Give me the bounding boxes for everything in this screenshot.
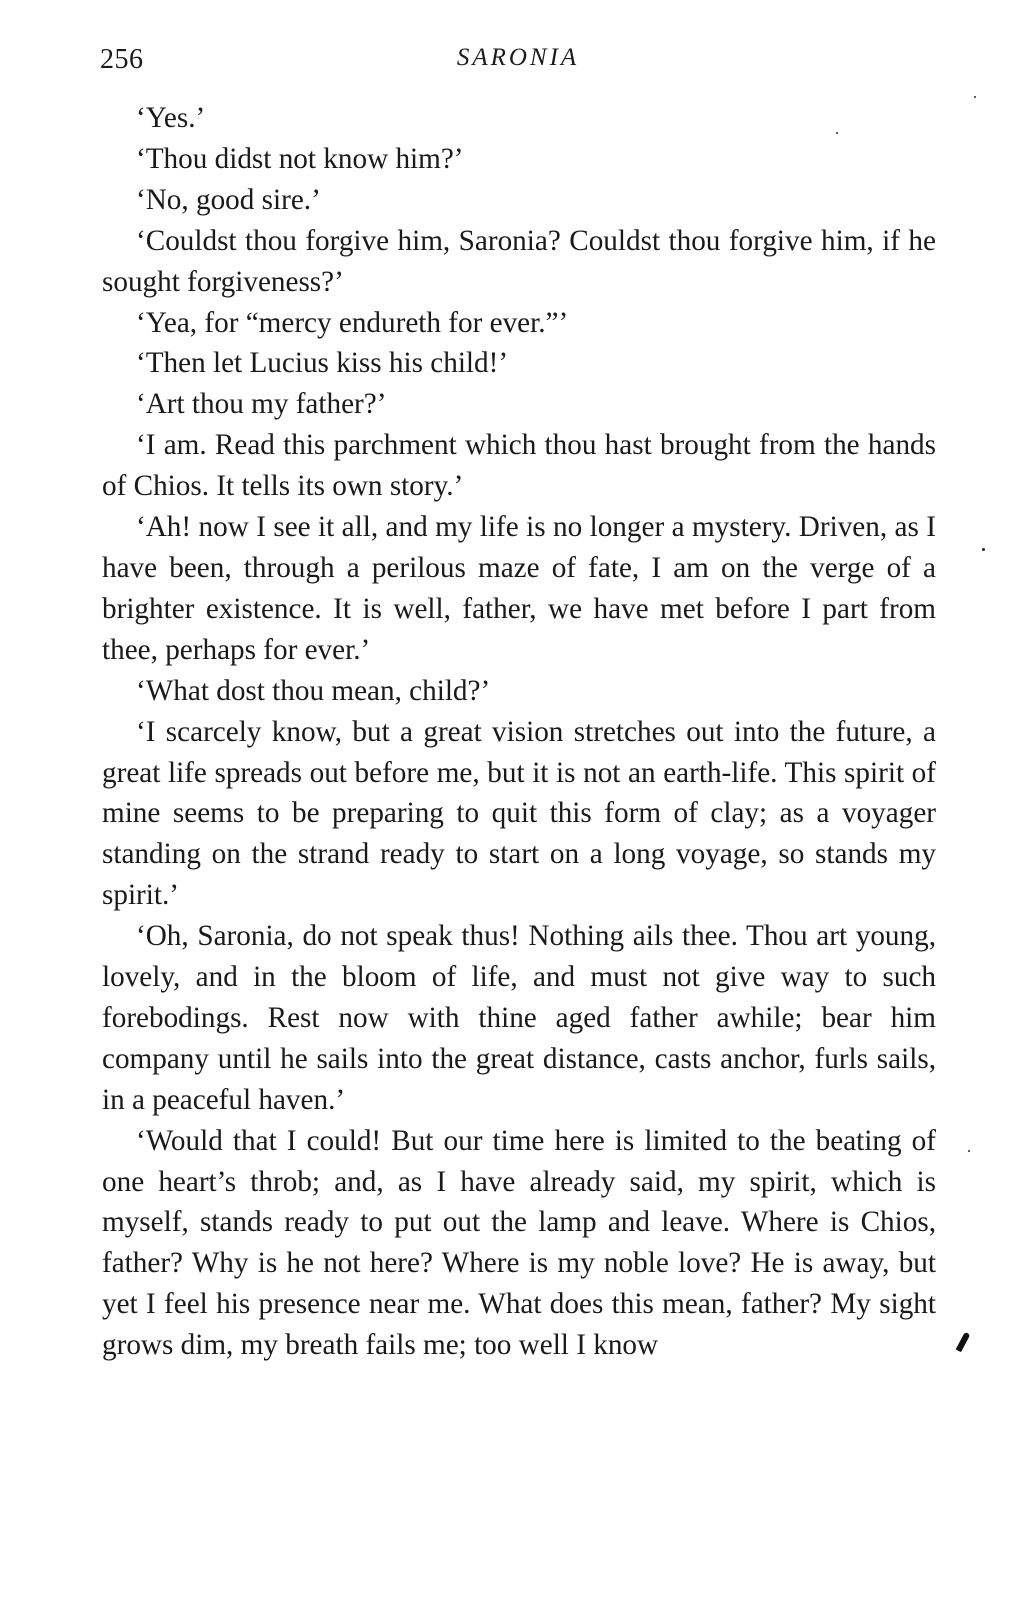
paragraph: ‘Couldst thou forgive him, Saronia? Couldst thou forgive him, if he sought forgiveness?’	[102, 224, 936, 298]
paragraph: ‘I scarcely know, but a great vision stretches out into the future, a great life spreads out before me, but it is not an earth-life. This spirit of mine seems to be preparing to quit this form of clay; as a voyager standing on the strand ready to start on a long voyage, so stands my spirit.’	[102, 715, 936, 912]
running-title: SARONIA	[456, 44, 580, 71]
paragraph: ‘No, good sire.’	[136, 183, 321, 216]
paragraph: ‘Ah! now I see it all, and my life is no longer a mystery. Driven, as I have been, through a perilous maze of fate, I am on the verge of a brighter existence. It is well, father, we have met before I part from thee, perhaps for ever.’	[102, 511, 936, 666]
paragraph: ‘Oh, Saronia, do not speak thus! Nothing ails thee. Thou art young, lovely, and in the bloom of life, and must not give way to such forebodings. Rest now with thine aged father awhile; bear him company until he sails into the great distance, casts anchor, furls sails, in a peaceful haven.’	[102, 920, 936, 1116]
paragraph: ‘I am. Read this parchment which thou hast brought from the hands of Chios. It tells its own story.’	[102, 429, 936, 503]
running-head	[100, 44, 936, 80]
ink-mark	[956, 1332, 971, 1352]
body-text	[102, 98, 936, 1366]
paragraph: ‘Yea, for “mercy endureth for ever.”’	[136, 306, 569, 339]
paragraph: ‘Then let Lucius kiss his child!’	[136, 347, 509, 380]
page-number: 256	[100, 44, 144, 75]
paragraph: ‘Art thou my father?’	[136, 388, 387, 421]
dust-speck	[974, 96, 976, 98]
dust-speck	[836, 132, 838, 134]
paragraph: ‘What dost thou mean, child?’	[136, 674, 491, 707]
dust-speck	[982, 548, 985, 551]
dust-speck	[968, 1150, 970, 1152]
paragraph: ‘Would that I could! But our time here is limited to the beating of one heart’s throb; and, as I have already said, my spirit, which is myself, stands ready to put out the lamp and leave. Where is Chios, father? Why is he not here? Where is my noble love? He is away, but yet I feel his presence near me. What does this mean, father? My sight grows dim, my breath fails me; too well I know	[102, 1124, 936, 1362]
paragraph: ‘Yes.’	[136, 102, 206, 134]
paragraph: ‘Thou didst not know him?’	[136, 142, 464, 175]
